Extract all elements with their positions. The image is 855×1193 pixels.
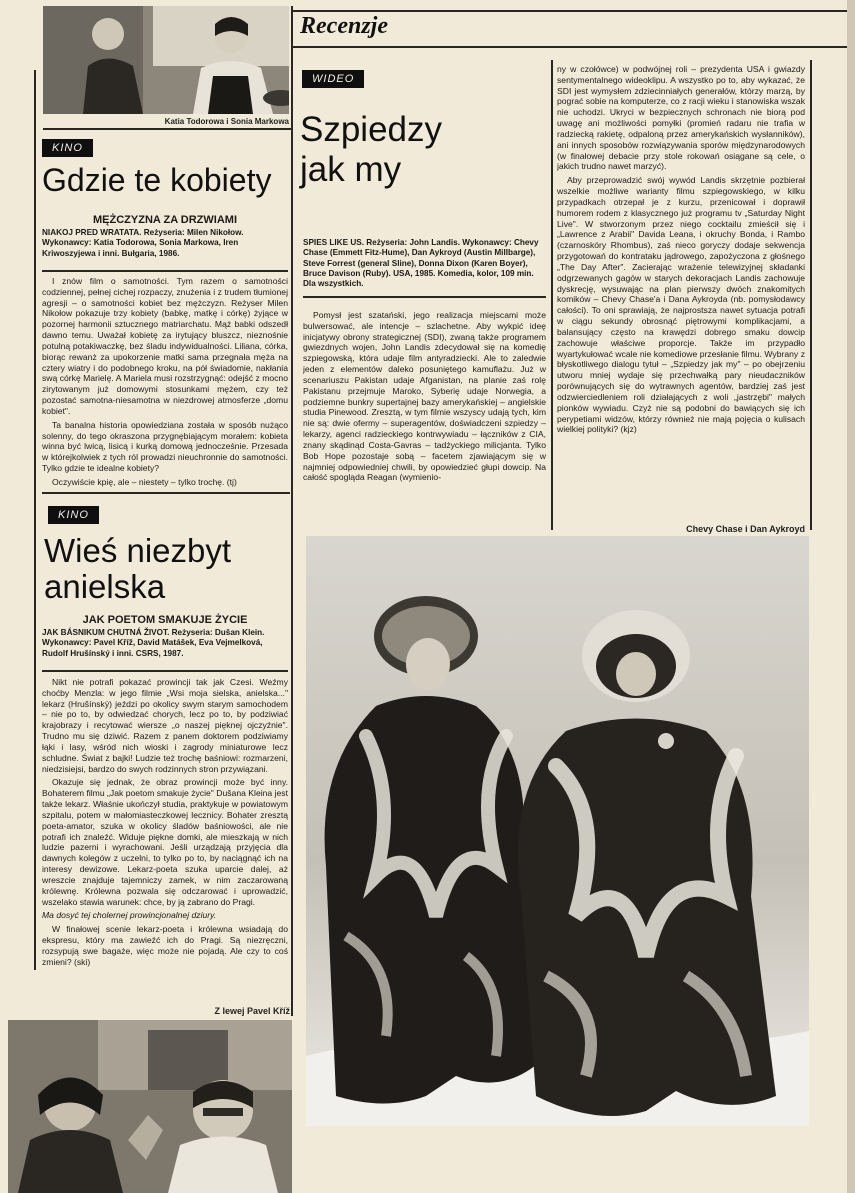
- kino1-body: [42, 276, 288, 488]
- kino1-credits: NIAKOJ PRED WRATATA. Reżyseria: Milen Nikołow. Wykonawcy: Katia Todorowa, Sonia Markowa, Iren Kriwoszyjewa i inni. Bułgaria, 1986.: [42, 228, 244, 258]
- wideo-credits: SPIES LIKE US. Reżyseria: John Landis. Wykonawcy: Chevy Chase (Emmett Fitz-Hume), Dan Aykroyd (Austin Millbarge), Steve Forrest (general Sline), Donna Dixon (Karen Boyer), Bruce Davison (Ruby). USA, 1985. Komedia, kolor, 109 min. Dla wszystkich.: [303, 238, 539, 288]
- wideo-paragraph: Pomysł jest szatański, jego realizacja miejscami może bulwersować, ale intencje – szlachetne. Aby wykpić ideę inicjatywy obrony strategicznej (SDI), zwaną także programem gwiezdnych wojen, John Landis zdecydował się na komedię szpiegowską, która udaje film antyradziecki. Ale to zaledwie jeden z elementów daleko posuniętego kamuflażu. Już w scenariuszu Pakistan udaje Afganistan, na planie zaś rolę Pakistanu przejmuje Maroko, Syberię udaje Norwegia, a podziemne bunkry supertajnej bazy amerykańskiej – angielskie studia Pinewood. Zresztą, w tym filmie wszyscy udają tych, kim nie są: dwie ofermy – superagentów, doświadczeni szpiedzy – lekarzy, agenci radzieckiego kontrwywiadu – łączników z CIA, znany skądinąd Costa-Gavras – tadżyckiego milicjanta. Tylko Bob Hope pozostaje sobą – facetem zjawiającym się w najmniej odpowiedniej chwili, by opowiedzieć głupi dowcip. Na całość spogląda Reagan (wymienio-: [303, 310, 546, 483]
- photo-todorowa-markowa: [43, 6, 289, 114]
- photo-chase-aykroyd: [306, 536, 809, 1126]
- kino1-subtitle: MĘŻCZYZNA ZA DRZWIAMI: [93, 214, 237, 226]
- photo-chase-aykroyd-image: [306, 536, 809, 1126]
- kino2-photo-caption: Z lewej Pavel Kříž: [214, 1006, 290, 1016]
- wideo-body-col1: [303, 310, 546, 530]
- kino-label-1: KINO: [42, 139, 93, 157]
- photo-pavel-kriz: [8, 1020, 292, 1193]
- kino2-credits-rule: [42, 670, 288, 672]
- wideo-credits-rule: [303, 296, 546, 298]
- wideo-headline-line1: Szpiedzy: [300, 110, 443, 149]
- wideo-body-col2: [557, 64, 805, 520]
- kino2-paragraph: Okazuje się jednak, że obraz prowincji może być inny. Bohaterem filmu „Jak poetom smakuje życie" Dušana Kleina jest także lekarz. Właśnie ukończył studia, praktykuje w powiatowym szpitalu, potem w małomiasteczkowej lecznicy. Bohater zresztą poeta-amator, szuka w okolicy śladów baśniowości, ale nie potrafi ich znaleźć. Widuje piękne domki, ale mieszkają w nich ludzie pazerni i wyrachowani. Jeśli urządzają przyjęcia dla dawnych kolegów z uczelni, to tylko po to, by naciągnąć ich na interesy dewizowe. Lekarz-poeta szuka uparcie dalej, aż wreszcie znajduje tajemniczy zamek, w nim zaczarowaną królewnę. Królewna pozwala się odczarować i uprowadzić, wszelako stawia warunek: chce, by ją zabrano do Pragi.: [42, 777, 288, 907]
- kino2-subtitle: JAK POETOM SMAKUJE ŻYCIE: [82, 614, 248, 626]
- header-rule-bottom: [292, 46, 847, 48]
- wideo-column-rule: [551, 60, 553, 530]
- top-photo-caption: Katia Todorowa i Sonia Markowa: [164, 117, 289, 126]
- kino2-headline-line1: Wieś niezbyt: [44, 532, 232, 569]
- right-column-rule: [810, 60, 812, 530]
- scan-edge: [847, 0, 855, 1193]
- kino2-paragraph-italic: Ma dosyć tej cholernej prowincjonalnej dziury.: [42, 910, 217, 921]
- left-column-rule: [34, 70, 36, 970]
- kino2-paragraph: W finałowej scenie lekarz-poeta i królewna wsiadają do ekspresu, który ma zawieźć ich do Pragi. Są niezręczni, rozsypują swe bagaże, więc może nie pojadą. Ale czy to coś zmieni? (ski): [42, 924, 288, 967]
- wideo-paragraph: Aby przeprowadzić swój wywód Landis skrzętnie pozbierał wszelkie możliwe warianty filmu szpiegowskiego, w kilku przypadkach otrzepał je z kurzu, przenicował i doprawił humorem rodem z klasycznego już programu tv „Saturday Night Live". W stworzonym przez niego cocktailu zmieścił się i „Lawrence z Arabii" Davida Leana, i okruchy Bonda, i Rambo (czarnoskóry Rhombus), zaś nieco goryczy dodaje sekwencja przygotowań do kontrataku jądrowego, zapożyczona z głośnego „The Day After". Zacierając wrażenie telewizyjnej składanki odgrzewanych gagów w starych dekoracjach Landis zachowuje dyskrecję, wysuwając na plan pierwszy dwóch znakomitych komików – Chevy Chase'a i Dana Aykroyda (nb. pomysłodawcy całości). To oni sprawiają, że najprostsza nawet sytuacja potrafi w ciągu sekundy obrosnąć piętrowymi komplikacjami, a balansujący często na krawędzi dobrego smaku dowcip zachowuje właściwe proporcje. Także im przypadło wyartykułować wcale nie komediowe przesłanie filmu. Wybrany z błyskotliwego dialogu tytuł – „Szpiedzy jak my" – po obejrzeniu utworu mniej wydaje się przechwałką pary nieudaczników porównujących się do wytrawnych agentów, bardziej zaś jest odzwierciedleniem roli działających z woli „jastrzębi" małych pionków wywiadu. Czyż nie są podobni do bawiących się ich perypetiami widzów, którzy również nie mają pojęcia o kulisach wielkiej polityki? (kjz): [557, 175, 805, 435]
- wideo-paragraph: ny w czołówce) w podwójnej roli – prezydenta USA i gwiazdy sentymentalnego wideoklipu. A wszystko po to, aby wykazać, że SDI jest wymysłem zdziecinniałych generałów, którzy marzą, by pograć sobie na komputerze, co z racji wieku i stanowiska wszak nie uchodzi. Ukryci w bezpiecznych schronach nie biorą pod uwagę ani możliwości pomyłki (promień radaru nie trafia w radziecką rakietę, odpaloną przez amerykańskich wysłanników), ani innych sposobów rozwiązywania sporów międzynarodowych (w finałowej debacie przy stole rokowań osiągane są cele, o jakich trudno nawet marzyć).: [557, 64, 805, 172]
- kino1-credits-rule: [42, 270, 288, 272]
- wideo-headline-line2: jak my: [300, 150, 402, 189]
- photo-todorowa-markowa-image: [43, 6, 289, 114]
- kino2-credits: JAK BÁSNIKUM CHUTNÁ ŽIVOT. Reżyseria: Dušan Klein. Wykonawcy: Pavel Kříž, David Matášek, Eva Vejmelková, Rudolf Hrušínský i inni. CSRS, 1987.: [42, 628, 265, 658]
- kino2-body: [42, 677, 288, 997]
- rule-under-top-photo: [43, 128, 291, 130]
- kino1-end-rule: [42, 492, 290, 494]
- kino1-paragraph: Ta banalna historia opowiedziana została w sposób nużąco solenny, do tego okraszona przygnębiającym morałem: kobieta winna być lwicą, lisicą i kurką domową jednocześnie. Przesada w którejkolwiek z tych ról prowadzi nieuchronnie do samotności. Tylko gdzie te idealne kobiety?: [42, 419, 288, 474]
- wideo-label: WIDEO: [302, 70, 364, 88]
- kino1-headline: Gdzie te kobiety: [42, 162, 272, 198]
- photo-pavel-kriz-image: [8, 1020, 292, 1193]
- kino1-paragraph: Oczywiście kpię, ale – niestety – tylko trochę. (tj): [52, 476, 237, 487]
- center-column-rule: [291, 6, 293, 1016]
- section-title: Recenzje: [300, 13, 388, 39]
- kino-label-2: KINO: [48, 506, 99, 524]
- kino2-headline-line2: anielska: [44, 568, 166, 605]
- kino2-paragraph: Nikt nie potrafi pokazać prowincji tak jak Czesi. Weźmy choćby Menzla: w jego filmie „Wsi moja sielska, anielska..." lekarz (Hrušínský) jeździ po okolicy swym starym samochodem – nie po to, by odwiedzać chorych, lecz po to, by podziwiać krajobrazy i recytować wiersze „o naszej pięknej ojczyźnie". Trudno mu się dziwić. Razem z panem doktorem podziwiamy łąki i lasy, wśród nich wioski i zagrody miniaturowe lecz schludne. Świat z bajki! Ludzie też trochę baśniowi: rozmarzeni, niedzisiejsi, bardzo do swych rodzinnych stron przywiązani.: [42, 677, 288, 774]
- kino1-paragraph: I znów film o samotności. Tym razem o samotności codziennej, pełnej cichej rozpaczy, znużenia i z trudem tłumionej agresji – o samotności kobiet bez mężczyzn. Reżyser Milen Nikołow pokazuje trzy kobiety (babkę, matkę i córkę) żyjące w pozornej harmonii sztucznego matriarchatu. Mąż babki odszedł dawno temu. Uważał kobietę za irytujący bluszcz, nieznośnie potulną potakiwaczkę, bez śladu indywidualności. Liliana, córka, biorąc rewanż za upokorzenie matki sama przegnała męża na cztery wiatry i do podobnego kroku, na pół świadomie, nakłania swą córkę Marielę. A Mariela musi rozstrzygnąć: odejść z mocno zirytowanym już domowymi stosunkami mężem, czy też pozostać samotna-niesamotna w niezdrowej atmosferze „domu kobiet".: [42, 276, 288, 416]
- wideo-photo-caption: Chevy Chase i Dan Aykroyd: [686, 524, 805, 534]
- header-rule-top: [292, 10, 847, 12]
